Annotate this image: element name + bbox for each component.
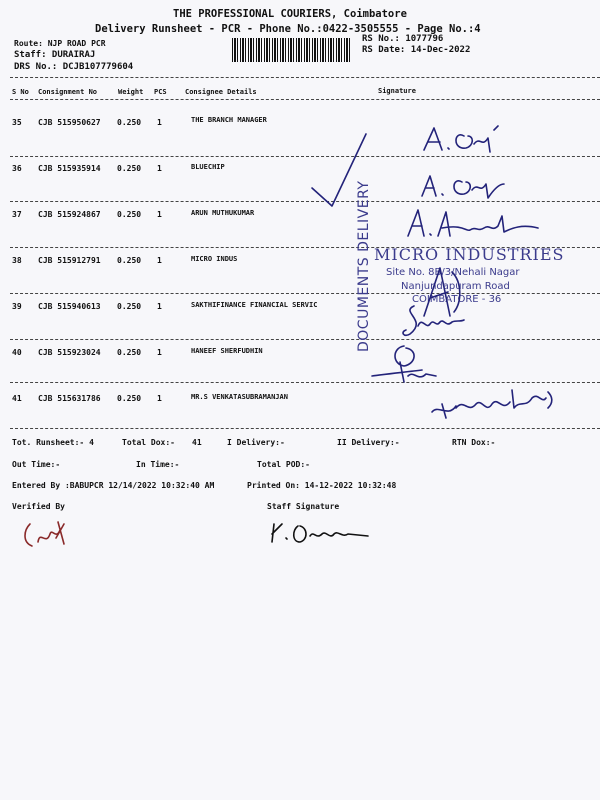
row-weight: 0.250 bbox=[117, 394, 142, 403]
row-sno: 38 bbox=[12, 256, 22, 265]
col-sno: S No bbox=[12, 88, 29, 96]
route-label: Route: NJP ROAD PCR bbox=[14, 39, 106, 48]
row-divider bbox=[10, 293, 600, 294]
row-consignee: MR.S VENKATASUBRAMANJAN bbox=[191, 393, 288, 401]
col-pcs: PCS bbox=[154, 88, 167, 96]
row-sno: 39 bbox=[12, 302, 22, 311]
row-pcs: 1 bbox=[157, 210, 162, 219]
rs-date: RS Date: 14-Dec-2022 bbox=[362, 45, 471, 55]
row-consignee: HANEEF SHERFUDHIN bbox=[191, 347, 263, 355]
row-weight: 0.250 bbox=[117, 118, 142, 127]
col-consignee: Consignee Details bbox=[185, 88, 257, 96]
row-consignee: BLUECHIP bbox=[191, 163, 225, 171]
row-consignment: CJB 515924867 bbox=[38, 210, 101, 219]
row-consignment: CJB 515631786 bbox=[38, 394, 101, 403]
divider bbox=[10, 99, 600, 100]
row-consignment: CJB 515940613 bbox=[38, 302, 101, 311]
staff-signature bbox=[268, 520, 378, 546]
row-divider bbox=[10, 156, 600, 157]
total-pod: Total POD:- bbox=[257, 460, 310, 469]
col-consignment: Consignment No bbox=[38, 88, 98, 96]
row-divider bbox=[10, 339, 600, 340]
row-consignment: CJB 515912791 bbox=[38, 256, 101, 265]
check-mark bbox=[310, 130, 370, 210]
company-title: THE PROFESSIONAL COURIERS, Coimbatore bbox=[173, 8, 407, 20]
runsheet-subtitle: Delivery Runsheet - PCR - Phone No.:0422-3505555 - Page No.:4 bbox=[95, 23, 481, 35]
row-consignment: CJB 515923024 bbox=[38, 348, 101, 357]
col-signature: Signature bbox=[378, 87, 416, 95]
row-sno: 35 bbox=[12, 118, 22, 127]
signature-row-36 bbox=[418, 170, 518, 202]
row-sno: 41 bbox=[12, 394, 22, 403]
out-time: Out Time:- bbox=[12, 460, 61, 469]
row-consignee: THE BRANCH MANAGER bbox=[191, 116, 267, 124]
staff-signature-label: Staff Signature bbox=[267, 502, 340, 511]
signature-row-37 bbox=[404, 206, 544, 242]
signature-row-39 bbox=[398, 302, 468, 342]
printed-on: Printed On: 14-12-2022 10:32:48 bbox=[247, 481, 397, 490]
row-consignment: CJB 515950627 bbox=[38, 118, 101, 127]
barcode bbox=[232, 38, 352, 62]
row-pcs: 1 bbox=[157, 348, 162, 357]
entered-by: Entered By :BABUPCR 12/14/2022 10:32:40 AM bbox=[12, 481, 215, 490]
col-weight: Weight bbox=[118, 88, 144, 96]
row-sno: 36 bbox=[12, 164, 22, 173]
row-weight: 0.250 bbox=[117, 348, 142, 357]
row-pcs: 1 bbox=[157, 256, 162, 265]
verified-by-label: Verified By bbox=[12, 502, 65, 511]
divider bbox=[10, 77, 600, 78]
signature-row-40 bbox=[366, 342, 446, 386]
in-time: In Time:- bbox=[136, 460, 180, 469]
rs-number: RS No.: 1077796 bbox=[362, 34, 444, 44]
row-consignee: ARUN MUTHUKUMAR bbox=[191, 209, 255, 217]
rtn-dox: RTN Dox:- bbox=[452, 438, 496, 447]
company-stamp-road: Nanjundapuram Road bbox=[401, 281, 510, 292]
row-sno: 40 bbox=[12, 348, 22, 357]
staff-label: Staff: DURAIRAJ bbox=[14, 50, 96, 60]
row-consignment: CJB 515935914 bbox=[38, 164, 101, 173]
row-pcs: 1 bbox=[157, 164, 162, 173]
row-divider bbox=[10, 428, 600, 429]
row-weight: 0.250 bbox=[117, 164, 142, 173]
row-weight: 0.250 bbox=[117, 256, 142, 265]
total-dox-value: 41 bbox=[192, 438, 202, 447]
i-delivery: I Delivery:- bbox=[227, 438, 285, 447]
company-stamp-address: Site No. 8B/3/Nehali Nagar bbox=[386, 267, 520, 278]
row-pcs: 1 bbox=[157, 118, 162, 127]
row-consignee: SAKTHIFINANCE FINANCIAL SERVIC bbox=[191, 301, 318, 309]
row-consignee: MICRO INDUS bbox=[191, 255, 238, 263]
row-sno: 37 bbox=[12, 210, 22, 219]
drs-number: DRS No.: DCJB107779604 bbox=[14, 62, 134, 72]
row-weight: 0.250 bbox=[117, 302, 142, 311]
verified-by-signature bbox=[20, 516, 80, 556]
total-runsheet: Tot. Runsheet:- 4 bbox=[12, 438, 94, 447]
row-weight: 0.250 bbox=[117, 210, 142, 219]
row-pcs: 1 bbox=[157, 302, 162, 311]
row-divider bbox=[10, 382, 600, 383]
documents-delivery-stamp: DOCUMENTS DELIVERY bbox=[356, 180, 372, 352]
signature-row-35 bbox=[418, 122, 508, 156]
total-dox-label: Total Dox:- bbox=[122, 438, 175, 447]
row-pcs: 1 bbox=[157, 394, 162, 403]
company-stamp-city: COIMBATORE - 36 bbox=[412, 294, 502, 305]
signature-row-41 bbox=[428, 384, 558, 424]
ii-delivery: II Delivery:- bbox=[337, 438, 400, 447]
company-stamp-name: MICRO INDUSTRIES bbox=[374, 245, 565, 264]
